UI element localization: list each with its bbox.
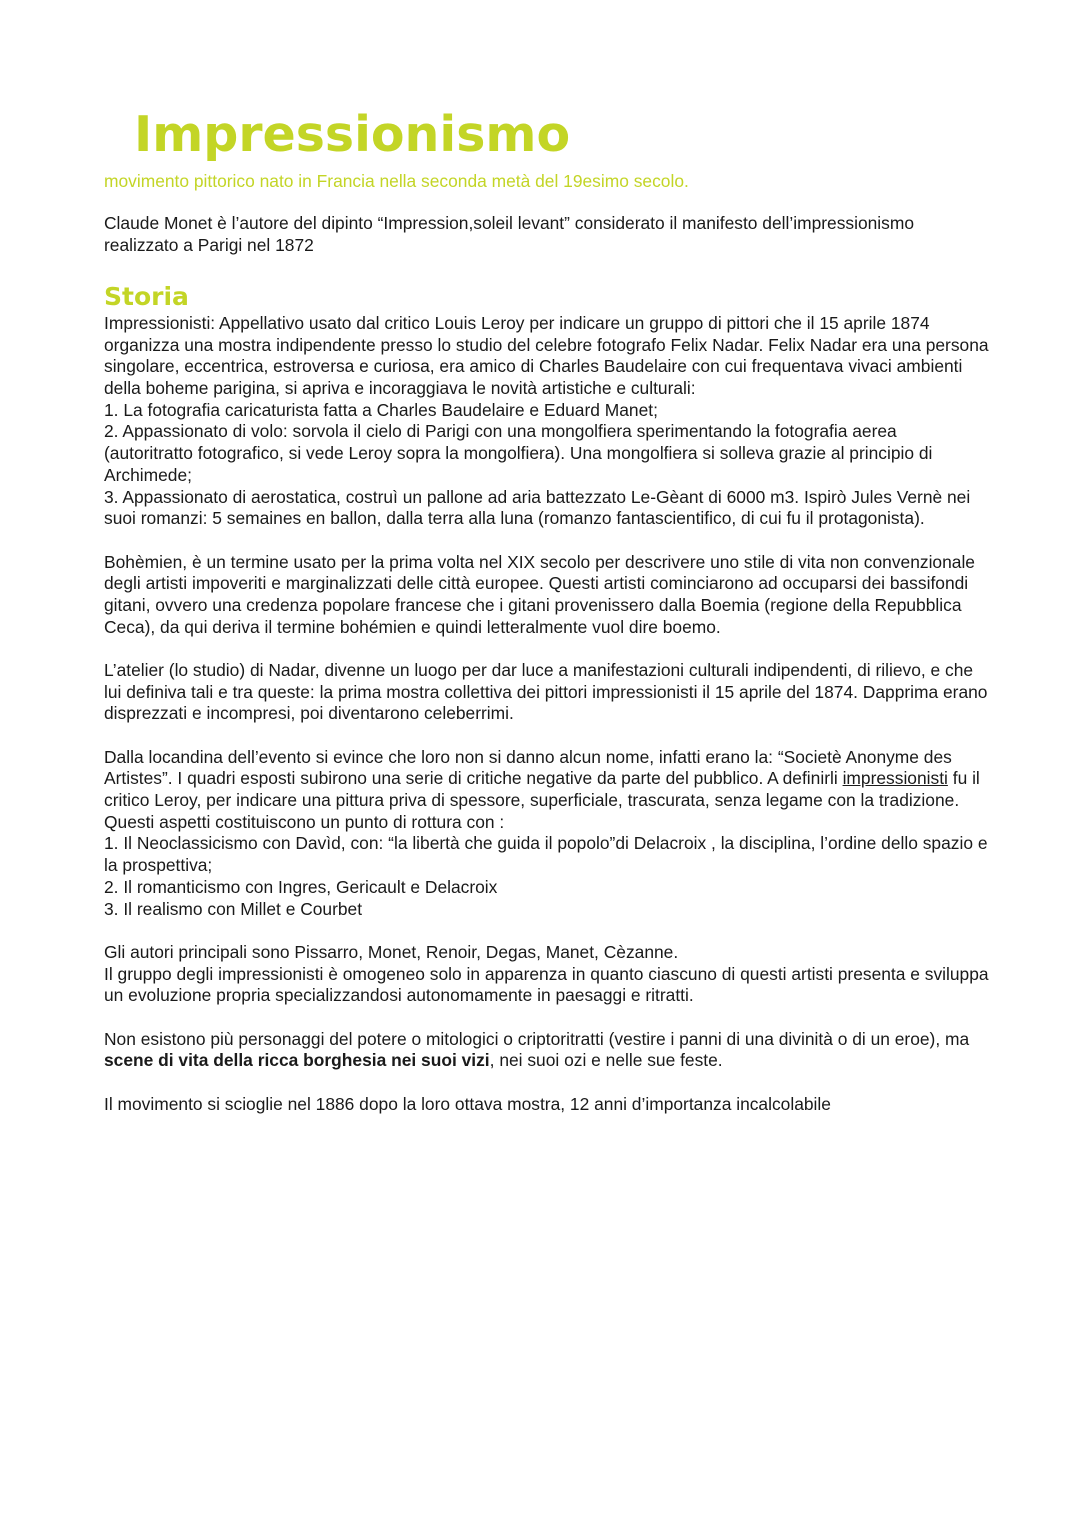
list-item: 1. La fotografia caricaturista fatta a Charles Baudelaire e Eduard Manet; — [104, 399, 658, 420]
paragraph-bohemien: Bohèmien, è un termine usato per la prima volta nel XIX secolo per descrivere uno stile di vita non convenzionale degli artisti impoveriti e marginalizzati delle città europee. Questi artisti cominciarono ad occuparsi dei bassifondi gitani, ovvero una credenza popolare francese che i gitani provenissero dalla Boemia (regione della Repubblica Ceca), da qui deriva il termine bohémien e quindi letteralmente vuol dire boemo. — [104, 551, 975, 637]
intro-paragraph: Claude Monet è l’autore del dipinto “Impression,soleil levant” considerato il manifesto dell’impressionismo realizzato a Parigi nel 1872 — [104, 213, 915, 255]
text-line: Gli autori principali sono Pissarro, Monet, Renoir, Degas, Manet, Cèzanne. — [104, 941, 679, 962]
paragraph-borghesia — [104, 1029, 989, 1072]
page-subtitle: movimento pittorico nato in Francia nella seconda metà del 19esimo secolo. — [104, 171, 689, 191]
text-span: Non esistono più personaggi del potere o mitologici o criptoritratti (vestire i panni di una divinità o di un eroe), ma — [104, 1028, 970, 1049]
page-title: Impressionismo — [134, 106, 571, 163]
list-item: 2. Appassionato di volo: sorvola il cielo di Parigi con una mongolfiera sperimentando la fotografia aerea (autoritratto fotografico, si vede Leroy sopra la mongolfiera). Una mongolfiera si solleva grazie al principio di Archimede; — [104, 421, 933, 485]
section-title-storia: Storia — [104, 282, 189, 311]
underlined-term: impressionisti — [842, 768, 948, 789]
text-span: fu il critico Leroy, per indicare una pittura priva di spessore, superficiale, trascurata, senza legame con la tradizione. Questi aspetti costituiscono un punto di rottura con : — [104, 768, 980, 832]
text-span: Dalla locandina dell’evento si evince che loro non si danno alcun nome, infatti erano la: “Societè Anonyme des Artistes”. I quadri esposti subirono una serie di critiche negative da parte del pubblico. A definirli — [104, 746, 952, 789]
list-item: 3. Il realismo con Millet e Courbet — [104, 898, 363, 919]
paragraph-impressionisti: Impressionisti: Appellativo usato dal critico Louis Leroy per indicare un gruppo di pittori che il 15 aprile 1874 organizza una mostra indipendente presso lo studio del celebre fotografo Felix Nadar. Felix Nadar era una persona singolare, eccentrica, estroversa e curiosa, era amico di Charles Baudelaire con cui frequentava vivaci ambienti della boheme parigina, si apriva e incoraggiava le novità artistiche e culturali: — [104, 313, 989, 399]
list-item: 2. Il romanticismo con Ingres, Gericault e Delacroix — [104, 876, 498, 897]
list-nadar — [104, 400, 989, 530]
list-rottura — [104, 833, 989, 920]
paragraph-atelier: L’atelier (lo studio) di Nadar, divenne un luogo per dar luce a manifestazioni culturali indipendenti, di rilievo, e che lui definiva tali e tra queste: la prima mostra collettiva dei pittori impressionisti il 15 aprile del 1874. Dapprima erano disprezzati e incompresi, poi diventarono celeberrimi. — [104, 659, 988, 724]
text-span: , nei suoi ozi e nelle sue feste. — [489, 1050, 723, 1071]
text-line: Il gruppo degli impressionisti è omogeneo solo in apparenza in quanto ciascuno di questi artisti presenta e sviluppa un evoluzione propria specializzandosi autonomamente in paesaggi e ritratti. — [104, 963, 989, 1006]
paragraph-scioglimento: Il movimento si scioglie nel 1886 dopo la loro ottava mostra, 12 anni d’importanza incalcolabile — [104, 1093, 831, 1114]
bold-phrase: scene di vita della ricca borghesia nei suoi vizi — [104, 1050, 490, 1071]
paragraph-autori — [104, 942, 989, 1007]
list-item: 3. Appassionato di aerostatica, costruì un pallone ad aria battezzato Le-Gèant di 6000 m3. Ispirò Jules Vernè nei suoi romanzi: 5 semaines en ballon, dalla terra alla luna (romanzo fantascientifico, di cui fu il protagonista). — [104, 486, 971, 529]
storia-body — [104, 313, 989, 1137]
list-item: 1. Il Neoclassicismo con Davìd, con: “la libertà che guida il popolo”di Delacroix , la disciplina, l’ordine dello spazio e la prospettiva; — [104, 833, 988, 876]
paragraph-locandina — [104, 747, 989, 834]
